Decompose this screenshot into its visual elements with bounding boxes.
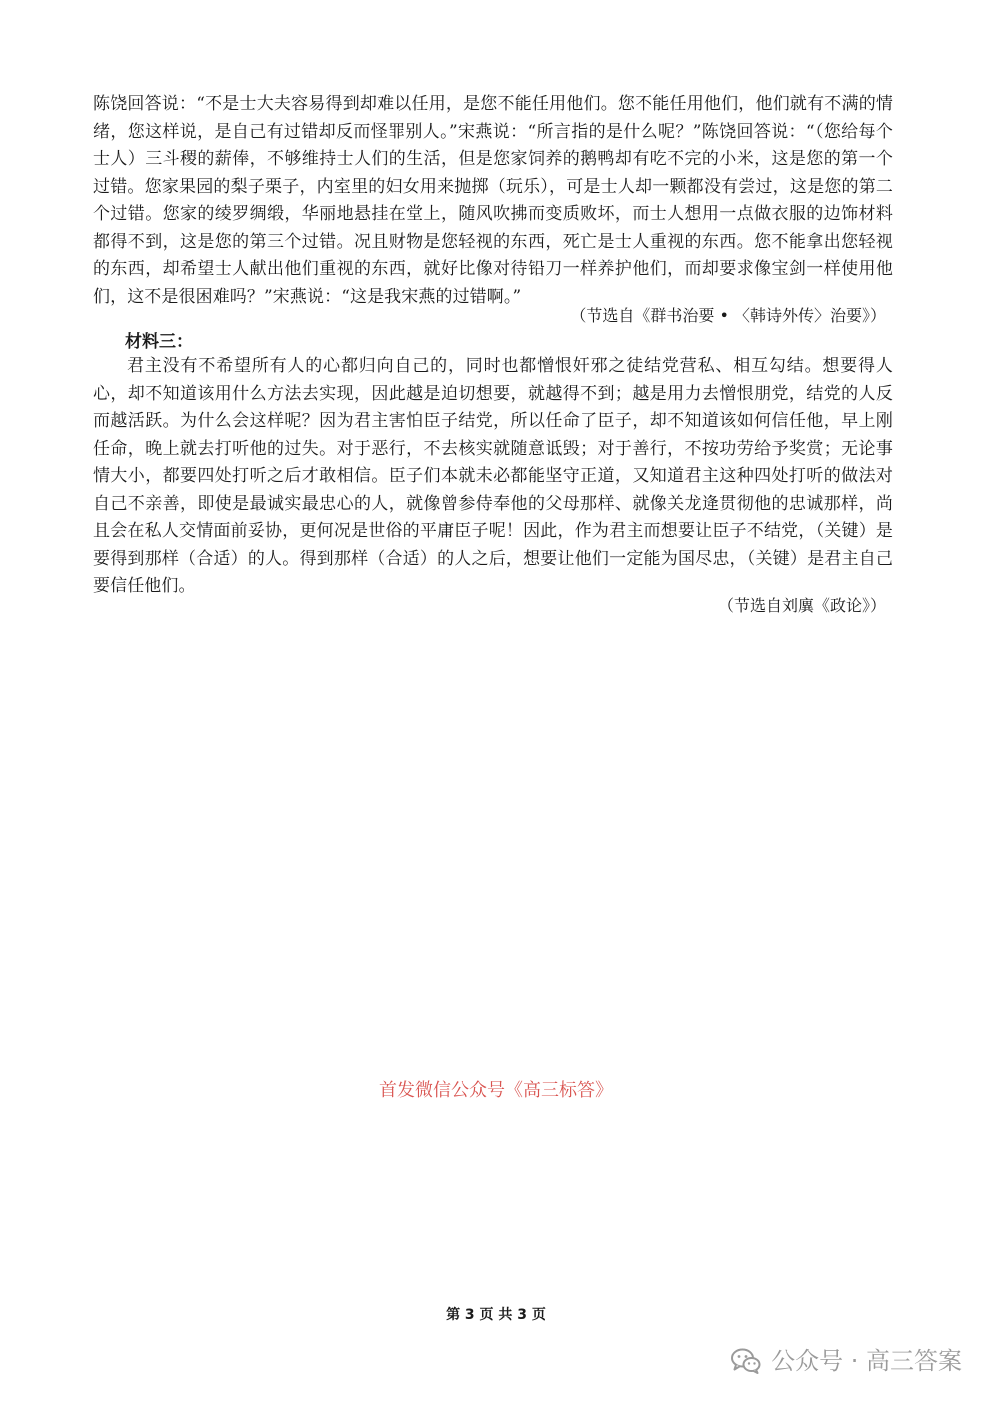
paragraph-2: 君主没有不希望所有人的心都归向自己的，同时也都憎恨奸邪之徒结党营私、相互勾结。想要得人心，却不知道该用什么方法去实现，因此越是迫切想要，就越得不到；越是用力去憎恨朋党，结党的人反而越活跃。为什么会这样呢？因为君主害怕臣子结党，所以任命了臣子，却不知道该如何信任他，早上刚任命，晚上就去打听他的过失。对于恶行，不去核实就随意诋毁；对于善行，不按功劳给予奖赏；无论事情大小，都要四处打听之后才敢相信。臣子们本就未必都能坚守正道，又知道君主这种四处打听的做法对自己不亲善，即使是最诚实最忠心的人，就像曾参侍奉他的父母那样、就像关龙逄贯彻他的忠诚那样，尚且会在私人交情面前妥协，更何况是世俗的平庸臣子呢！因此，作为君主而想要让臣子不结党，（关键）是要得到那样（合适）的人。得到那样（合适）的人之后，想要让他们一定能为国尽忠，（关键）是君主自己要信任他们。 — [93, 356, 893, 596]
wechat-account-badge — [731, 1345, 962, 1377]
source-citation-2: （节选自刘廙《政论》） — [717, 596, 886, 615]
wechat-icon — [731, 1348, 761, 1374]
material-3-heading: 材料三： — [125, 332, 193, 352]
paragraph-1: 陈饶回答说：“不是士大夫容易得到却难以任用，是您不能任用他们。您不能任用他们，他们就有不满的情绪，您这样说，是自己有过错却反而怪罪别人。”宋燕说：“所言指的是什么呢？”陈饶回答说：“（您给每个士人）三斗稷的薪俸，不够维持士人们的生活，但是您家饲养的鹅鸭却有吃不完的小米，这是您的第一个过错。您家果园的梨子栗子，内室里的妇女用来抛掷（玩乐），可是士人却一颗都没有尝过，这是您的第二个过错。您家的绫罗绸缎，华丽地悬挂在堂上，随风吹拂而变质败坏，而士人想用一点做衣服的边饰材料都得不到，这是您的第三个过错。况且财物是您轻视的东西，死亡是士人重视的东西。您不能拿出您轻视的东西，却希望士人献出他们重视的东西，就好比像对待铅刀一样养护他们，而却要求像宝剑一样使用他们，这不是很困难吗？”宋燕说：“这是我宋燕的过错啊。” — [93, 94, 893, 307]
red-watermark-text: 首发微信公众号《高三标答》 — [379, 1080, 613, 1101]
page-number: 第 3 页 共 3 页 — [446, 1307, 546, 1323]
wechat-account-label: 公众号 · 高三答案 — [771, 1347, 962, 1375]
source-citation-1: （节选自《群书治要 • 〈韩诗外传〉治要》） — [570, 306, 886, 325]
